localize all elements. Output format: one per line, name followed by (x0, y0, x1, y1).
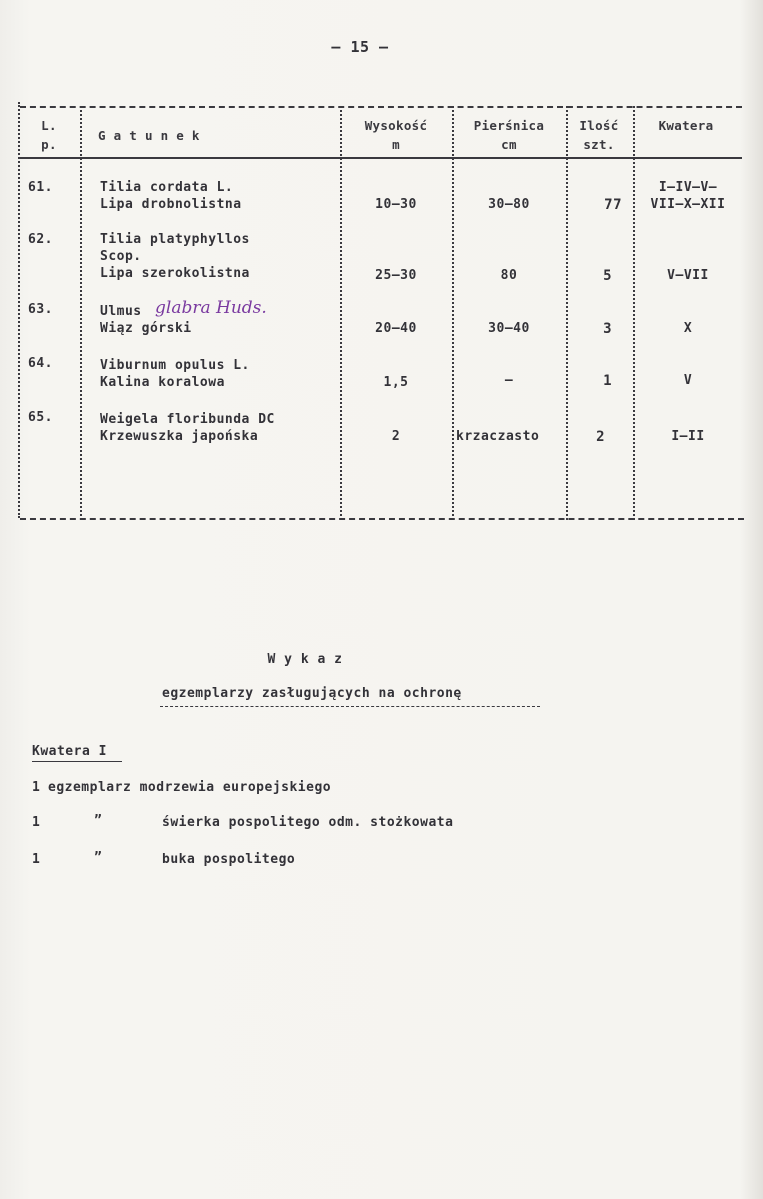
item-text: buka pospolitego (162, 852, 296, 867)
row-ilosc: 77 (604, 197, 622, 213)
row-name-latin: Viburnum opulus L. (100, 358, 250, 373)
row-ilosc: 5 (603, 268, 612, 284)
item-text: egzemplarz modrzewia europejskiego (48, 780, 332, 795)
row-wysokosc: 25–30 (375, 268, 417, 283)
row-kwatera-line2: VII–X–XII (650, 197, 726, 212)
row-name-polish: Lipa szerokolistna (100, 266, 250, 281)
header-ilosc-line1: Ilość (579, 118, 619, 133)
handwritten-annotation: glabra Huds. (155, 298, 267, 318)
item-count: 1 (32, 780, 41, 795)
header-wysokosc-line1: Wysokość (364, 118, 428, 133)
row-lp: 63. (28, 302, 53, 317)
row-piersnica: 30–80 (488, 197, 530, 212)
row-name-polish: Lipa drobnolistna (100, 197, 242, 212)
row-kwatera: V (683, 373, 693, 388)
row-name-author: Scop. (100, 249, 142, 264)
row-name-latin: Tilia cordata L. (100, 180, 234, 195)
item-ditto: ” (94, 813, 103, 828)
row-name-polish: Kalina koralowa (100, 375, 225, 390)
row-piersnica: 80 (500, 268, 518, 283)
row-wysokosc: 20–40 (375, 321, 417, 336)
row-name-latin: Ulmus (100, 304, 142, 319)
row-piersnica: krzaczasto (456, 429, 540, 444)
row-lp: 61. (28, 180, 53, 195)
row-piersnica: – (504, 373, 514, 388)
item-text: świerka pospolitego odm. stożkowata (162, 815, 454, 830)
header-kwatera: Kwatera (658, 118, 714, 133)
section-subtitle-underline (160, 706, 540, 707)
section-title: W y k a z (267, 652, 343, 667)
row-piersnica: 30–40 (488, 321, 530, 336)
row-wysokosc: 10–30 (375, 197, 417, 212)
row-name-latin: Tilia platyphyllos (100, 232, 250, 247)
column-divider-1 (80, 106, 82, 520)
header-lp-line2: p. (41, 137, 57, 152)
row-kwatera-line1: I–IV–V– (658, 180, 718, 195)
item-count: 1 (32, 815, 41, 830)
row-lp: 64. (28, 356, 53, 371)
item-ditto: ” (94, 850, 103, 865)
row-kwatera: X (683, 321, 693, 336)
column-divider-4 (566, 106, 568, 520)
header-lp-line1: L. (41, 118, 57, 133)
column-divider-5 (633, 106, 635, 520)
row-lp: 62. (28, 232, 53, 247)
header-gatunek: G a t u n e k (98, 128, 200, 143)
row-ilosc: 1 (603, 373, 612, 389)
page-number: – 15 – (331, 38, 389, 56)
kwatera-heading: Kwatera I (32, 744, 107, 759)
row-name-latin: Weigela floribunda DC (100, 412, 275, 427)
row-name-polish: Krzewuszka japońska (100, 429, 259, 444)
row-wysokosc: 2 (391, 429, 401, 444)
table-left-border (18, 102, 20, 518)
column-divider-2 (340, 106, 342, 520)
row-ilosc: 2 (596, 429, 605, 445)
row-name-polish: Wiąz górski (100, 321, 192, 336)
header-piersnica-line2: cm (501, 137, 517, 152)
item-count: 1 (32, 852, 41, 867)
header-ilosc-line2: szt. (583, 137, 615, 152)
column-divider-3 (452, 106, 454, 520)
row-wysokosc: 1,5 (383, 375, 409, 390)
row-kwatera: I–II (671, 429, 705, 444)
row-lp: 65. (28, 410, 53, 425)
row-kwatera: V–VII (667, 268, 709, 283)
table-bottom-rule (20, 518, 744, 520)
kwatera-heading-underline (32, 761, 122, 762)
row-ilosc: 3 (603, 321, 612, 337)
header-wysokosc-line2: m (392, 137, 400, 152)
section-subtitle: egzemplarzy zasługujących na ochronę (162, 686, 462, 701)
header-piersnica-line1: Pierśnica (473, 118, 545, 133)
